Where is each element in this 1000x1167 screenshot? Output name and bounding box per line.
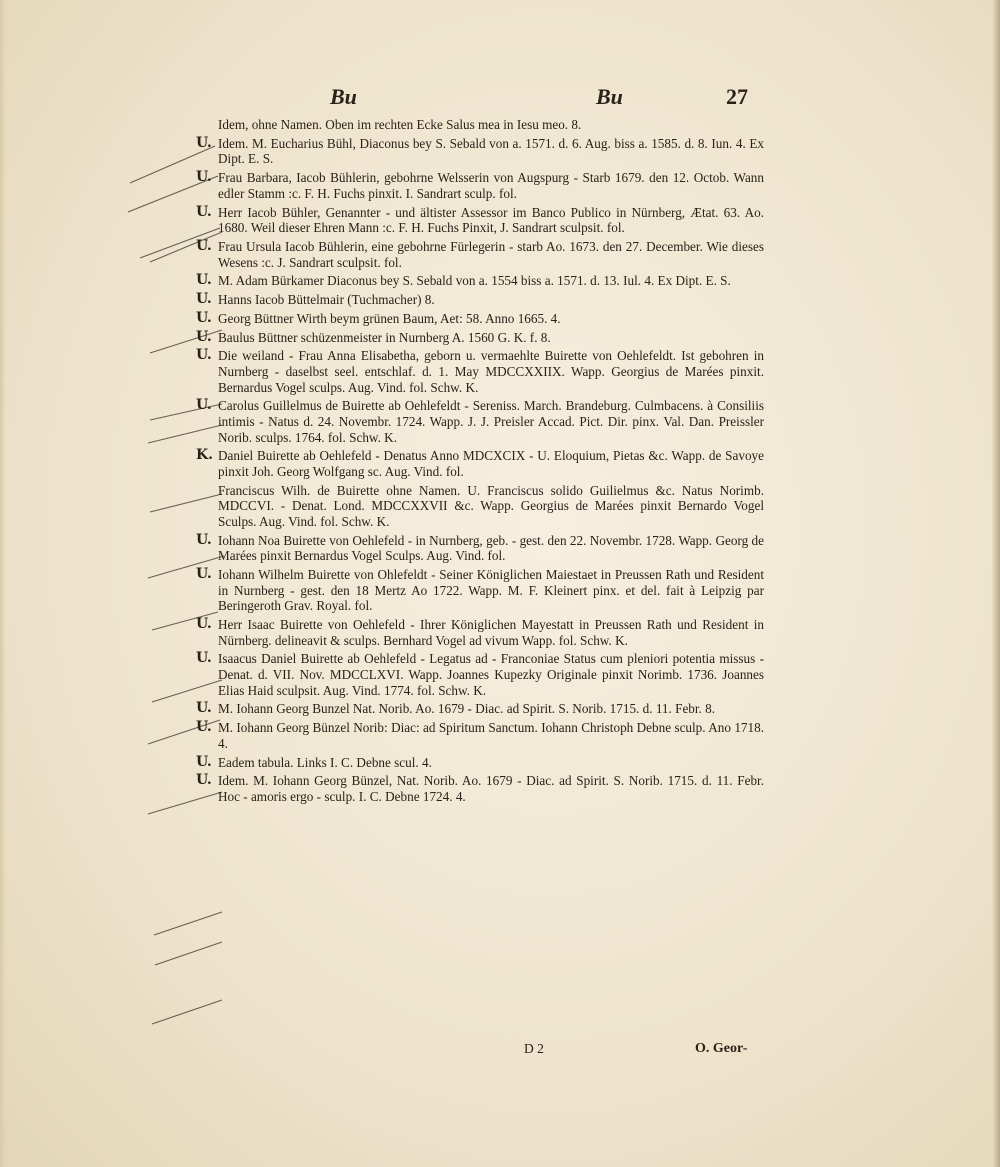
entry-2 [196, 136, 764, 167]
entry-mark: U. [196, 237, 212, 254]
entry-mark: U. [196, 616, 212, 633]
pencil-mark [154, 912, 222, 935]
entry-mark: K. [196, 447, 214, 464]
entry-mark: U. [196, 203, 212, 220]
entry-text: Baulus Büttner schüzenmeister in Nurnberg A. 1560 G. K. f. 8. [218, 329, 551, 345]
entry-mark: U. [196, 328, 212, 345]
entry-mark: U. [196, 169, 212, 186]
entry-mark: U. [196, 397, 212, 414]
entry-15 [196, 567, 764, 614]
entry-text: Idem. M. Eucharius Bühl, Diaconus bey S. Sebald von a. 1571. d. 6. Aug. biss a. 1585. d. 8. Iun. 4. Ex Dipt. E. S. [218, 135, 764, 167]
entry-1 [196, 117, 764, 133]
entry-mark: U. [196, 753, 212, 770]
entry-mark: U. [196, 347, 212, 364]
entry-16 [196, 617, 764, 648]
entry-text: Idem, ohne Namen. Oben im rechten Ecke Salus mea in Iesu meo. 8. [218, 117, 582, 132]
entry-10 [196, 348, 764, 395]
running-head-left: Bu [330, 84, 357, 109]
entry-text: Frau Barbara, Iacob Bühlerin, gebohrne Welsserin von Augspurg - Starb 1679. den 12. Octob. Wann edler Stamm :c. F. H. Fuchs pinxit. I. Sandrart sculp. fol. [218, 170, 764, 201]
entry-4 [196, 205, 764, 236]
entry-text: Hanns Iacob Büttelmair (Tuchmacher) 8. [218, 292, 435, 308]
entry-mark: U. [196, 772, 212, 789]
entry-text: Georg Büttner Wirth beym grünen Baum, Aet: 58. Anno 1665. 4. [218, 310, 561, 326]
entry-text: Franciscus Wilh. de Buirette ohne Namen. U. Franciscus solido Guilielmus &c. Natus Norimb. MDCCVI. - Denat. Lond. MDCCXXVII &c. Wapp. Georgius de Marées pinxit Bernardo Vogel Sculps. Aug. Vind. fol. Schw. K. [218, 482, 764, 529]
page-number: 27 [726, 84, 748, 109]
signature-mark: D 2 [524, 1041, 544, 1056]
catalog-entries [196, 117, 764, 808]
catchword: O. Geor- [695, 1041, 748, 1056]
pencil-mark [155, 942, 222, 965]
entry-text: Herr Iacob Bühler, Genannter - und ältister Assessor im Banco Publico in Nürnberg, Ætat. 63. Ao. 1680. Weil dieser Ehren Mann :c. F. H. Fuchs Pinxit, J. Sandrart sculpsit. fol. [218, 204, 764, 236]
entry-13 [196, 483, 764, 530]
running-head-center: Bu [596, 84, 623, 109]
entry-5 [196, 239, 764, 270]
entry-7 [196, 292, 764, 308]
entry-text: Die weiland - Frau Anna Elisabetha, geborn u. vermaehlte Buirette von Oehlefeldt. Ist gebohren in Nurnberg - daselbst seel. entschlaf. d. 1. May MDCCXXIIX. Wapp. Georgius de Marées pinxit. Bernardus Vogel sculps. Aug. Vind. fol. Schw. K. [218, 348, 764, 395]
entry-text: Eadem tabula. Links I. C. Debne scul. 4. [218, 754, 432, 770]
entry-18 [196, 701, 764, 717]
entry-text: Iohann Noa Buirette von Oehlefeld - in Nurnberg, geb. - gest. den 22. Novembr. 1728. Wapp. Georg de Marées pinxit Bernardus Vogel Sculps. Aug. Vind. fol. [218, 532, 764, 564]
entry-mark: U. [196, 134, 212, 151]
entry-11 [196, 398, 764, 445]
entry-mark: U. [196, 719, 212, 736]
entry-text: Frau Ursula Iacob Bühlerin, eine gebohrne Fürlegerin - starb Ao. 1673. den 27. December. Wie dieses Wesens :c. J. Sandrart sculpsit. fol. [218, 238, 764, 270]
entry-9 [196, 330, 764, 346]
entry-8 [196, 311, 764, 327]
entry-text: Daniel Buirette ab Oehlefeld - Denatus Anno MDCXCIX - U. Eloquium, Pietas &c. Wapp. de Savoye pinxit Joh. Georg Wolfgang sc. Aug. Vind. fol. [218, 448, 764, 479]
entry-text: M. Iohann Georg Bünzel Norib: Diac: ad Spiritum Sanctum. Iohann Christoph Debne sculp. Ano 1718. 4. [218, 720, 764, 751]
entry-mark: U. [196, 650, 212, 667]
entry-mark: U. [196, 272, 212, 289]
entry-21 [196, 773, 764, 804]
entry-12 [196, 448, 764, 479]
entry-mark: U. [196, 531, 212, 548]
entry-text: M. Adam Bürkamer Diaconus bey S. Sebald von a. 1554 biss a. 1571. d. 13. Iul. 4. Ex Dipt. E. S. [218, 273, 731, 289]
entry-text: Idem. M. Iohann Georg Bünzel, Nat. Norib. Ao. 1679 - Diac. ad Spirit. S. Norib. 1715. d. 11. Febr. Hoc - amoris ergo - sculp. I. C. Debne 1724. 4. [218, 773, 764, 804]
entry-text: Carolus Guillelmus de Buirette ab Oehlefeldt - Sereniss. March. Brandeburg. Culmbacens. à Consiliis intimis - Natus d. 24. Novembr. 1724. Wapp. J. J. Preisler Accad. Pict. Dir. pinx. Val. Dan. Preissler Norib. sculps. 1764. fol. Schw. K. [218, 398, 764, 445]
entry-mark: U. [196, 309, 212, 326]
entry-text: Herr Isaac Buirette von Oehlefeld - Ihrer Königlichen Mayestatt in Preussen Rath und Resident in Nürnberg. delineavit & sculps. Bernhard Vogel ad vivum Wapp. fol. Schw. K. [218, 617, 764, 648]
entry-text: Isaacus Daniel Buirette ab Oehlefeld - Legatus ad - Franconiae Status cum pleniori potentia missus - Denat. d. VII. Nov. MDCCLXVI. Wapp. Joannes Kupezky Originale pinxit Norimb. 1736. Joannes Elias Haid sculpsit. Aug. Vind. 1774. fol. Schw. K. [218, 651, 764, 698]
entry-20 [196, 755, 764, 771]
entry-text: Iohann Wilhelm Buirette von Ohlefeldt - Seiner Königlichen Maiestaet in Preussen Rath und Resident in Nurnberg - gest. den 18 Mertz Ao 1722. Wapp. M. F. Kleinert pinx. et del. fait à Leipzig par Beringeroth Grav. Royal. fol. [218, 567, 764, 614]
entry-14 [196, 533, 764, 564]
entry-19 [196, 720, 764, 751]
entry-mark: U. [196, 700, 212, 717]
entry-6 [196, 273, 764, 289]
entry-17 [196, 651, 764, 698]
entry-mark: U. [196, 566, 212, 583]
pencil-mark [152, 1000, 222, 1024]
entry-3 [196, 170, 764, 201]
entry-text: M. Iohann Georg Bunzel Nat. Norib. Ao. 1679 - Diac. ad Spirit. S. Norib. 1715. d. 11. Febr. 8. [218, 701, 716, 717]
entry-mark: U. [196, 291, 212, 308]
